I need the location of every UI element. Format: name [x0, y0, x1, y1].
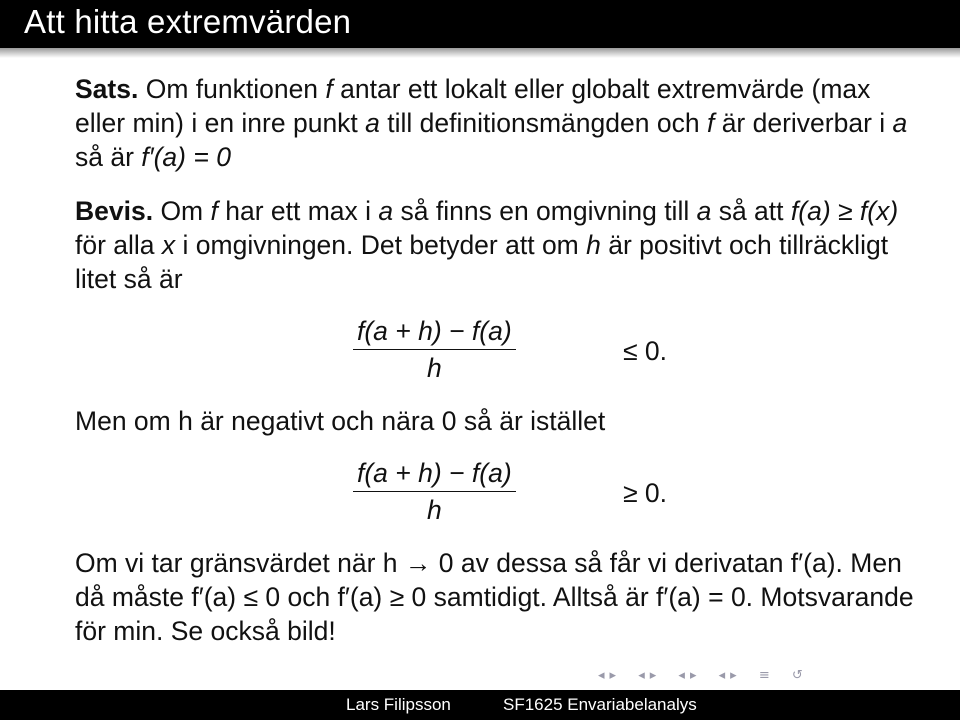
- title-bar: [0, 0, 960, 48]
- footer-bar: [0, 690, 960, 720]
- proof-text: så finns en omgivning till: [393, 196, 697, 226]
- proof-intro: [75, 194, 915, 296]
- title-shadow: [0, 48, 960, 58]
- math-x: x: [161, 230, 176, 260]
- fraction: [353, 314, 516, 386]
- proof-conclusion: Om vi tar gränsvärdet när h → 0 av dessa så får vi derivatan f′(a). Men då måste f′(a) ≤ 0 och f′(a) ≥ 0 samtidigt. Alltså är f′(a) = 0. Motsvarande för min. Se också bild!: [75, 548, 914, 646]
- slide-content: [75, 72, 915, 648]
- beamer-navigation: [598, 666, 808, 686]
- math-a: a: [696, 196, 712, 226]
- proof-text: är positivt och tillräckligt litet så är: [75, 230, 889, 294]
- math-h: h: [586, 230, 601, 260]
- theorem-text: antar ett lokalt eller globalt extremvärde (max eller min) i en inre punkt: [75, 74, 871, 138]
- proof-text: så att: [711, 196, 791, 226]
- subsection-prev-icon[interactable]: ◂: [718, 668, 726, 683]
- frame-prev-icon[interactable]: ◂: [638, 668, 645, 683]
- math-f: f: [706, 108, 715, 138]
- fraction-numerator: f(a + h) − f(a): [353, 314, 516, 350]
- fraction-relation: ≥ 0.: [623, 478, 668, 508]
- math-a: a: [892, 108, 908, 138]
- frame-next-icon[interactable]: ▸: [649, 668, 657, 683]
- fraction-relation: ≤ 0.: [623, 336, 668, 366]
- slide-title: Att hitta extremvärden: [24, 3, 352, 40]
- theorem-label: Sats.: [75, 74, 139, 104]
- math-inequality: f(a) ≥ f(x): [790, 196, 899, 226]
- section-prev-icon[interactable]: ◂: [678, 668, 685, 683]
- search-icon[interactable]: ↺: [791, 668, 803, 683]
- theorem-text: så är: [75, 142, 142, 172]
- align-icon[interactable]: ≡: [758, 668, 770, 683]
- theorem-result: f′(a) = 0: [141, 142, 231, 172]
- math-a: a: [378, 196, 394, 226]
- proof-text: har ett max i: [217, 196, 379, 226]
- slide-prev-icon[interactable]: ◂: [598, 668, 605, 683]
- proof-negative-h: Men om h är negativt och nära 0 så är istället: [75, 406, 606, 436]
- subsection-next-icon[interactable]: ▸: [730, 668, 737, 683]
- difference-quotient-nonnegative: [75, 456, 915, 542]
- theorem-text: är deriverbar i: [714, 108, 893, 138]
- fraction-numerator: f(a + h) − f(a): [353, 456, 516, 492]
- fraction: [353, 456, 516, 528]
- proof-label: Bevis.: [75, 196, 154, 226]
- fraction-denominator: h: [426, 495, 442, 525]
- proof-text: Om: [153, 196, 211, 226]
- section-next-icon[interactable]: ▸: [689, 668, 697, 683]
- theorem-text: Om funktionen: [138, 74, 326, 104]
- math-f: f: [210, 196, 218, 226]
- math-f: f: [325, 74, 333, 104]
- fraction-denominator: h: [426, 353, 442, 383]
- footer-author: Lars Filipsson: [346, 695, 451, 714]
- footer-course: SF1625 Envariabelanalys: [503, 695, 697, 714]
- slide-next-icon[interactable]: ▸: [609, 668, 617, 683]
- proof-text: för alla: [75, 230, 162, 260]
- theorem: [75, 72, 915, 174]
- difference-quotient-nonpositive: [75, 314, 915, 400]
- proof-text: i omgivningen. Det betyder att om: [175, 230, 587, 260]
- theorem-text: till definitionsmängden och: [379, 108, 707, 138]
- math-a: a: [365, 108, 380, 138]
